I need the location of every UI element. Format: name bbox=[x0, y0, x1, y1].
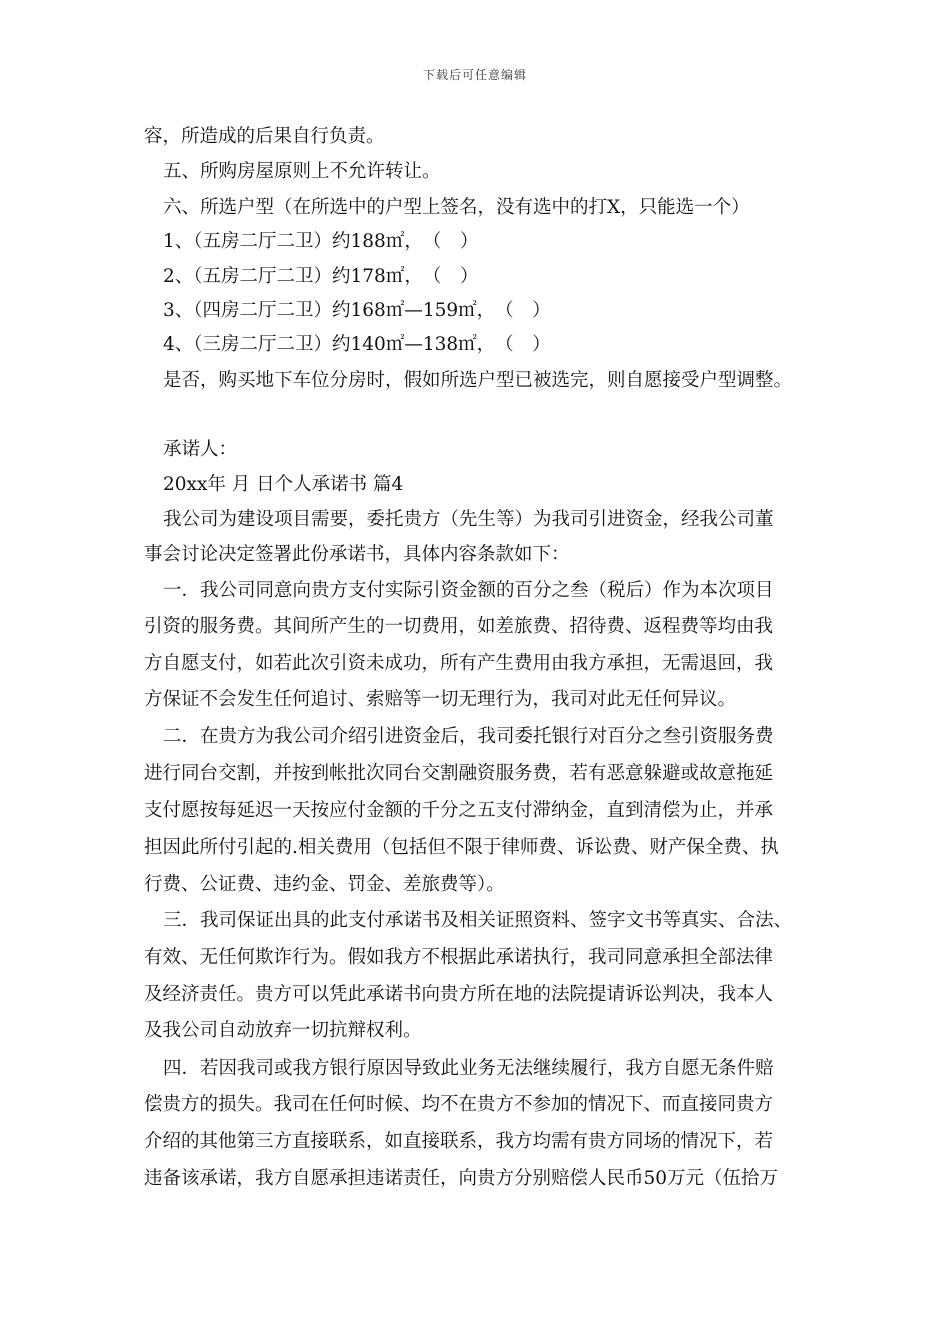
text-line: 进行同台交割，并按到帐批次同台交割融资服务费，若有恶意躲避或故意拖延 bbox=[144, 763, 774, 784]
text-line: 我公司为建设项目需要，委托贵方（先生等）为我司引进资金，经我公司董 bbox=[163, 509, 774, 530]
text-line: 及我公司自动放弃一切抗辩权利。 bbox=[144, 1020, 422, 1041]
text-line: 二．在贵方为我公司介绍引进资金后，我司委托银行对百分之叁引资服务费 bbox=[163, 726, 774, 747]
text-line: 违备该承诺，我方自愿承担违诺责任，向贵方分别赔偿人民币50万元（伍拾万 bbox=[144, 1168, 779, 1189]
text-line: 2、（五房二厅二卫）约178㎡， （ ） bbox=[163, 266, 479, 287]
text-line: 1、（五房二厅二卫）约188㎡， （ ） bbox=[163, 231, 479, 252]
text-line: 及经济责任。贵方可以凭此承诺书向贵方所在地的法院提请诉讼判决，我本人 bbox=[144, 984, 774, 1005]
text-line: 三．我司保证出具的此支付承诺书及相关证照资料、签字文书等真实、合法、 bbox=[163, 910, 793, 931]
text-line: 六、所选户型（在所选中的户型上签名，没有选中的打X，只能选一个） bbox=[163, 197, 750, 218]
text-line: 方保证不会发生任何追讨、索赔等一切无理行为，我司对此无任何异议。 bbox=[144, 689, 737, 710]
text-line: 方自愿支付，如若此次引资未成功，所有产生费用由我方承担，无需退回，我 bbox=[144, 653, 774, 674]
text-line: 四．若因我司或我方银行原因导致此业务无法继续履行，我方自愿无条件赔 bbox=[163, 1058, 774, 1079]
text-line: 五、所购房屋原则上不允许转让。 bbox=[163, 161, 441, 182]
text-line: 4、（三房二厅二卫）约140㎡—138㎡， （ ） bbox=[163, 334, 551, 355]
text-line: 引资的服务费。其间所产生的一切费用，如差旅费、招待费、返程费等均由我 bbox=[144, 616, 774, 637]
page-header-note: 下载后可任意编辑 bbox=[422, 68, 527, 82]
text-line: 容，所造成的后果自行负责。 bbox=[144, 126, 385, 147]
section-title: 20xx年 月 日个人承诺书 篇4 bbox=[163, 474, 404, 495]
text-line: 一．我公司同意向贵方支付实际引资金额的百分之叁（税后）作为本次项目 bbox=[163, 580, 774, 601]
signatory-label: 承诺人： bbox=[163, 439, 238, 460]
text-line: 担因此所付引起的.相关费用（包括但不限于律师费、诉讼费、财产保全费、执 bbox=[144, 837, 779, 858]
text-line: 偿贵方的损失。我司在任何时候、均不在贵方不参加的情况下、而直接同贵方 bbox=[144, 1094, 774, 1115]
text-line: 事会讨论决定签署此份承诺书，具体内容条款如下： bbox=[144, 544, 570, 565]
text-line: 是否，购买地下车位分房时，假如所选户型已被选完，则自愿接受户型调整。 bbox=[163, 370, 793, 391]
text-line: 介绍的其他第三方直接联系，如直接联系，我方均需有贵方同场的情况下，若 bbox=[144, 1131, 774, 1152]
text-line: 3、（四房二厅二卫）约168㎡—159㎡， （ ） bbox=[163, 300, 551, 321]
text-line: 支付愿按每延迟一天按应付金额的千分之五支付滞纳金，直到清偿为止，并承 bbox=[144, 800, 774, 821]
text-line: 有效、无任何欺诈行为。假如我方不根据此承诺执行，我司同意承担全部法律 bbox=[144, 947, 774, 968]
text-line: 行费、公证费、违约金、罚金、差旅费等）。 bbox=[144, 874, 505, 895]
